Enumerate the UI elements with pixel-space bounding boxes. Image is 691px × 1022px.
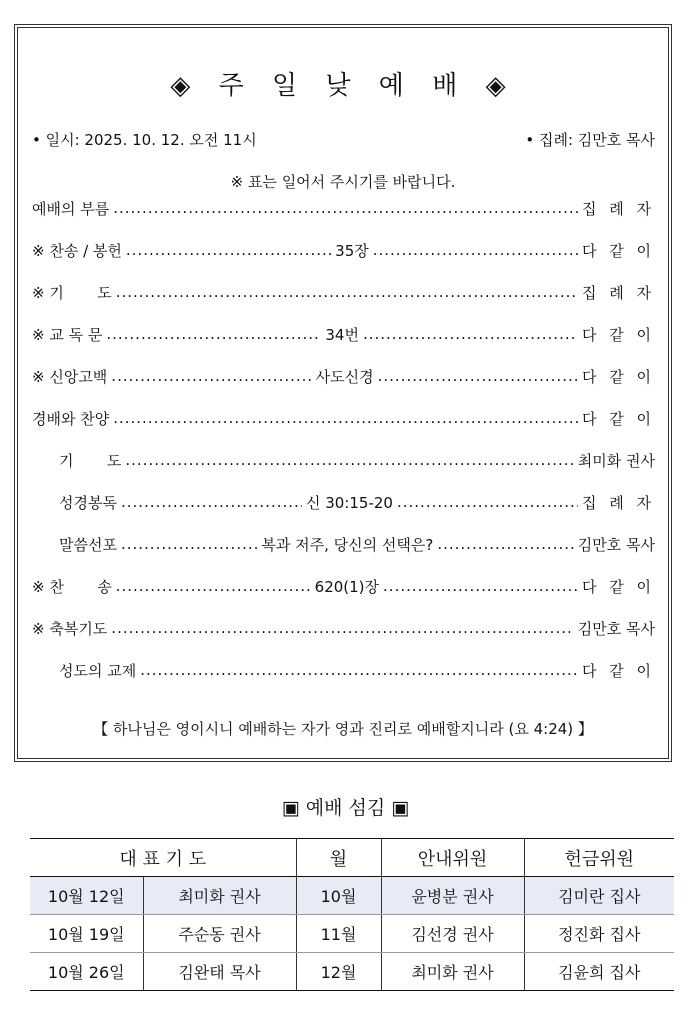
order-item [32,617,655,639]
service-schedule-table [30,838,674,991]
service-title: ◈ 주 일 낮 예 배 ◈ [170,71,516,101]
cell-usher: 최미화 권사 [381,953,524,991]
header-usher: 안내위원 [381,839,524,877]
order-item [59,491,655,513]
leader-dots [116,577,311,597]
order-item [59,533,655,555]
cell-usher: 김선경 권사 [381,915,524,953]
header-month: 월 [296,839,381,877]
scripture-verse: 【 하나님은 영이시니 예배하는 자가 영과 진리로 예배할지니라 (요 4:24) 】 [93,720,593,738]
leader-dots [397,493,578,513]
order-item-label: 성도의 교제 [59,662,137,680]
table-header-row [30,839,674,877]
order-item-label: 말씀선포 [59,536,117,554]
standing-notice: ※ 표는 일어서 주시기를 바랍니다. [230,173,456,191]
order-item-label: ※ 신앙고백 [32,368,108,386]
leader-dots [113,199,578,219]
order-item-label: ※ 기 도 [32,284,112,302]
order-item-detail: 35장 [335,242,369,260]
order-item-label: 성경봉독 [59,494,117,512]
leader-dots [111,367,311,387]
cell-prayer: 주순동 권사 [143,915,296,953]
leader-dots [363,325,578,345]
leader-dots [140,661,578,681]
table-row [30,915,674,953]
order-item [32,239,655,261]
cell-date: 10월 12일 [30,877,143,915]
order-item-detail: 620(1)장 [314,578,380,596]
order-item [32,365,655,387]
order-item-leader: 다 같 이 [581,662,655,680]
leader-dots [121,493,302,513]
order-item-label: 경배와 찬양 [32,410,110,428]
order-item-label: ※ 축복기도 [32,620,108,638]
cell-prayer: 최미화 권사 [143,877,296,915]
leader-dots [383,577,578,597]
cell-offering: 김미란 집사 [524,877,674,915]
order-item-detail: 사도신경 [315,368,374,386]
service-datetime: • 일시: 2025. 10. 12. 오전 11시 [32,131,257,149]
order-item-label: 기 도 [59,452,122,470]
order-item [32,197,655,219]
cell-date: 10월 19일 [30,915,143,953]
order-item-leader: 김만호 목사 [577,536,655,554]
order-item-leader: 다 같 이 [581,326,655,344]
order-item-label: ※ 찬 송 [32,578,112,596]
order-item [32,575,655,597]
leader-dots [106,325,321,345]
cell-month: 10월 [296,877,381,915]
order-item [59,449,655,471]
schedule-title: ▣ 예배 섬김 ▣ [281,797,410,819]
cell-prayer: 김완태 목사 [143,953,296,991]
order-item-leader: 집 례 자 [582,494,656,512]
order-item-label: ※ 교 독 문 [32,326,103,344]
leader-dots [116,283,578,303]
leader-dots [373,241,578,261]
leader-dots [113,409,578,429]
cell-date: 10월 26일 [30,953,143,991]
order-item-leader: 김만호 목사 [577,620,655,638]
cell-offering: 정진화 집사 [524,915,674,953]
table-row [30,877,674,915]
order-item-detail: 복과 저주, 당신의 선택은? [261,536,434,554]
order-item-label: 예배의 부름 [32,200,110,218]
order-item-detail: 신 30:15-20 [305,494,393,512]
order-item-detail: 34번 [325,326,359,344]
service-officiant: • 집례: 김만호 목사 [525,131,655,149]
order-item-leader: 다 같 이 [581,368,655,386]
leader-dots [111,619,573,639]
order-item-leader: 집 례 자 [581,200,655,218]
cell-month: 11월 [296,915,381,953]
bulletin-frame [14,24,672,762]
leader-dots [125,451,573,471]
order-item-leader: 집 례 자 [581,284,655,302]
cell-month: 12월 [296,953,381,991]
leader-dots [121,535,257,555]
order-item-leader: 다 같 이 [581,410,655,428]
order-item [32,407,655,429]
header-prayer: 대 표 기 도 [30,839,296,877]
table-row [30,953,674,991]
header-offering: 헌금위원 [524,839,674,877]
leader-dots [437,535,573,555]
order-item [32,281,655,303]
leader-dots [126,241,331,261]
cell-offering: 김윤희 집사 [524,953,674,991]
order-item-leader: 다 같 이 [581,578,655,596]
order-item [59,659,655,681]
cell-usher: 윤병분 권사 [381,877,524,915]
leader-dots [378,367,578,387]
order-item [32,323,655,345]
order-item-leader: 다 같 이 [582,242,656,260]
order-item-leader: 최미화 권사 [577,452,655,470]
order-item-label: ※ 찬송 / 봉헌 [32,242,122,260]
